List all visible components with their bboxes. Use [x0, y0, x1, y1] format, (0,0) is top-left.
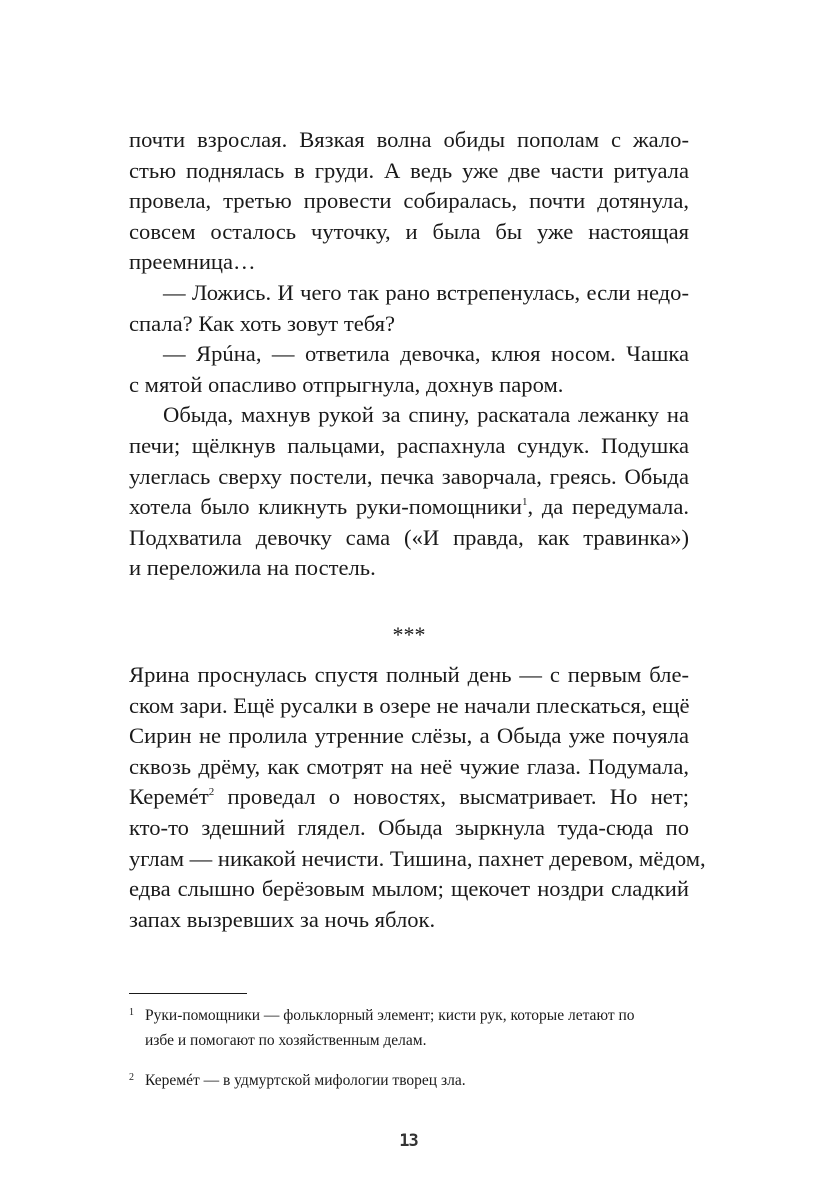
text-line: Сирин не пролила утренние слёзы, а Обыда уже почуяла — [129, 723, 689, 749]
dialogue-line: — Ложись. И чего так рано встрепенулась, если недо- — [163, 279, 689, 305]
text-line: Подхватила девочку сама («И правда, как травинка») — [129, 524, 689, 550]
dialogue-line: — Ярúна, — ответила девочка, клюя носом. Чашка — [163, 341, 689, 367]
footnote-line: Керемéт — в удмуртской мифологии творец зла. — [145, 1072, 466, 1089]
text-fragment: проведал о новостях, высматривает. Но нет; — [214, 784, 689, 810]
body-text-block-1 — [129, 125, 689, 584]
text-line: и переложила на постель. — [129, 555, 376, 581]
section-separator: *** — [392, 622, 426, 647]
footnote-text — [145, 1003, 689, 1053]
page-number: 13 — [399, 1131, 418, 1151]
text-line: совсем осталось чуточку, и была бы уже настоящая — [129, 218, 689, 244]
text-line: сквозь дрёму, как смотрят на неё чужие глаза. Подумала, — [129, 753, 689, 779]
text-line: Ярина проснулась спустя полный день — с первым бле- — [129, 662, 689, 687]
text-line: печи; щёлкнув пальцами, распахнула сундук. Подушка — [129, 432, 689, 458]
text-line: провела, третью провести собиралась, почти дотянула, — [129, 188, 689, 214]
text-line: ском зари. Ещё русалки в озере не начали плескаться, ещё — [129, 692, 690, 718]
text-line: спала? Как хоть зовут тебя? — [129, 310, 396, 336]
footnote-ref-1[interactable]: 1 — [521, 496, 528, 509]
text-fragment: Керемéт — [129, 784, 209, 810]
text-line: кто-то здешний глядел. Обыда зыркнула туда-сюда по — [129, 814, 689, 840]
footnote-line: Руки-помощники — фольклорный элемент; кисти рук, которые летают по — [145, 1007, 635, 1024]
text-fragment: , да передумала. — [527, 494, 689, 520]
text-line: улеглась сверху постели, печка заворчала, греясь. Обыда — [129, 463, 689, 489]
paragraph-first-line: Обыда, махнув рукой за спину, раскатала лежанку на — [163, 402, 689, 428]
text-line: углам — никакой нечисти. Тишина, пахнет деревом, мёдом, — [129, 845, 706, 871]
footnote-1 — [129, 1003, 689, 1053]
footnote-divider — [129, 993, 247, 994]
footnote-mark: 2 — [129, 1072, 134, 1083]
body-text-block-2 — [129, 660, 706, 935]
text-line-with-footnote — [129, 492, 689, 523]
text-line: запах вызревших за ночь яблок. — [129, 906, 436, 932]
footnote-mark: 1 — [129, 1007, 134, 1018]
footnote-2 — [129, 1068, 689, 1093]
footnote-line: избе и помогают по хозяйственным делам. — [145, 1032, 427, 1049]
footnote-ref-2[interactable]: 2 — [208, 786, 215, 799]
text-line-with-footnote — [129, 782, 689, 813]
text-line: с мятой опасливо отпрыгнула, дохнув паром. — [129, 371, 564, 397]
text-line: едва слышно берёзовым мылом; щекочет ноздри сладкий — [129, 876, 689, 902]
text-fragment: хотела было кликнуть руки-помощники — [129, 494, 522, 520]
footnote-text — [145, 1068, 689, 1093]
text-line: стью поднялась в груди. А ведь уже две части ритуала — [129, 157, 689, 183]
text-line: почти взрослая. Вязкая волна обиды пополам с жало- — [129, 127, 689, 152]
text-line: преемница… — [129, 249, 256, 275]
